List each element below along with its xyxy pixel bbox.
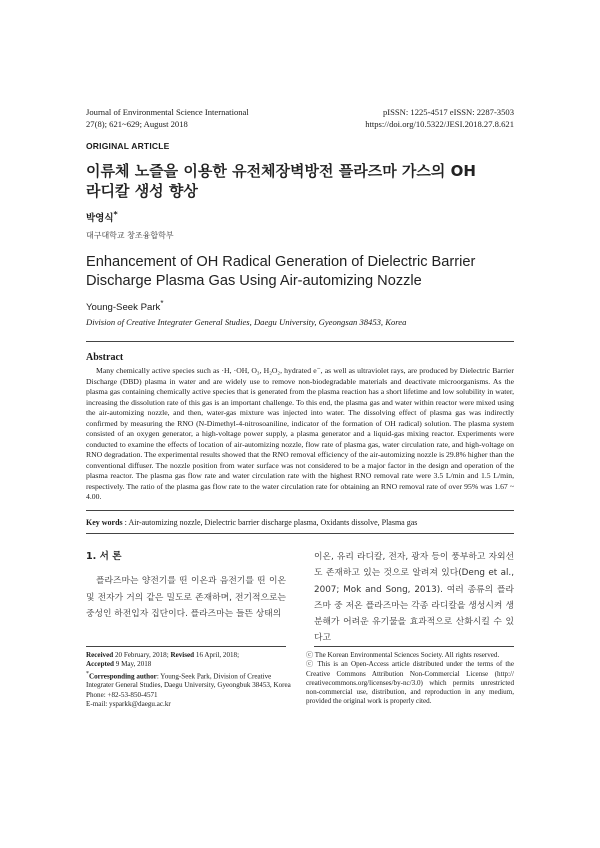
copyright-line: ⓒ The Korean Environmental Sciences Society. All rights reserved. xyxy=(306,651,500,659)
journal-header-left xyxy=(86,106,249,130)
korean-affiliation: 대구대학교 창조융합학부 xyxy=(86,231,174,240)
english-title xyxy=(86,253,526,290)
license-footnote xyxy=(306,651,514,707)
corresponding-author: *Corresponding author: Young-Seek Park, Division of Creative Integrater General Studies, Daegu University, Gyeongbuk 38453, Korea xyxy=(86,670,291,690)
korean-title-line2: 라디칼 생성 향상 xyxy=(86,182,198,200)
footnote-rule-right xyxy=(314,646,514,647)
intro-left-paragraph: 플라즈마는 양전기를 띤 이온과 음전기를 띤 이온 및 전자가 거의 같은 밀도로 존재하며, 전기적으로는 중성인 하전입자 집단이다. 플라즈마는 들뜬 상태의 xyxy=(86,576,286,619)
keywords xyxy=(86,518,514,527)
journal-header-right xyxy=(365,106,514,130)
intro-left-column xyxy=(86,549,286,622)
article-history-footnote xyxy=(86,651,291,709)
intro-right-column: 이온, 유리 라디칼, 전자, 광자 등이 풍부하고 자외선도 존재하고 있는 것으로 알려져 있다(Deng et al., 2007; Mok and Song, 2013). 여러 종류의 플라즈마 중 저온 플라즈마는 각종 라디칼을 생성시켜 생분해가 어려운 유기물을 효과적으로 산화시킬 수 있다고 xyxy=(314,552,514,644)
keywords-bottom-rule xyxy=(86,533,514,534)
keywords-rule xyxy=(86,510,514,511)
abstract-heading: Abstract xyxy=(86,352,124,363)
english-author-name: Young-Seek Park xyxy=(86,302,161,314)
korean-author-mark: * xyxy=(113,210,118,219)
english-author xyxy=(86,299,163,313)
journal-name: Journal of Environmental Science International xyxy=(86,107,249,117)
korean-title xyxy=(86,161,516,201)
email[interactable]: E-mail: ysparkk@daegu.ac.kr xyxy=(86,699,171,708)
abstract-body: Many chemically active species such as ·H, ·OH, O₃, H₂O₂, hydrated e⁻, as well as ultraviolet rays, are produced by Dielectric Barrier Discharge (DBD) plasma in water and are widely use to remove non-biodegradable materials and deactivate microorganisms. As the plasma gas containing chemically active species that is generated from the plasma reaction has a short lifetime and low solubility in water, increasing the dissolution rate of this gas is an important challenge. To this end, the plasma gas and water within reactor were mixed using the air-automizing nozzle, and then, water-gas mixture was injected into water. The dissolving effect of plasma gas was indirectly confirmed by measuring the RNO (N-Dimethyl-4-nitrosoaniline, indicator of the formation of OH radical) solution. The plasma system consisted of an oxygen generator, a high-voltage power supply, a plasma generator and a liquid-gas mixing reactor. Experiments were conducted to examine the effects of location of air-automizing nozzle, flow rate of plasma gas, water circulation rate, and high-voltage on RNO degradation. The experimental results showed that the RNO removal efficiency of the air-automizing nozzle is 29.8% higher than the conventional diffuser. The nozzle position from water surface was not considered to be a major factor in the design and operation of the plasma reactor. The plasma gas flow rate and water circulation rate with the highest RNO removal rate were 3.5 L/min and 1.5 L/min, respectively. The ratio of the plasma gas flow rate to the water circulation rate for obtaining an RNO removal rate of over 95% was 1.67 ~ 4.00. xyxy=(86,366,514,501)
keywords-text: : Air-automizing nozzle, Dielectric barrier discharge plasma, Oxidants dissolve, Plasma gas xyxy=(122,518,418,527)
doi-link[interactable]: https://doi.org/10.5322/JESI.2018.27.8.621 xyxy=(365,119,514,129)
abstract-top-rule xyxy=(86,341,514,342)
phone: Phone: +82-53-850-4571 xyxy=(86,690,158,699)
issn: pISSN: 1225-4517 eISSN: 2287-3503 xyxy=(382,107,514,117)
korean-author-name: 박영식 xyxy=(86,213,114,225)
korean-author xyxy=(86,210,118,224)
license-text: ⓒ This is an Open-Access article distributed under the terms of the Creative Commons Attribution Non-Commercial License (http:// creativecommons.org/licenses/by-nc/3.0) which permits unrestricted non-commercial use, distribution, and reproduction in any medium, provided the original work is properly cited. xyxy=(306,660,514,706)
dates-line2: Accepted 9 May, 2018 xyxy=(86,660,152,669)
dates-line1: Received 20 February, 2018; Revised 16 April, 2018; xyxy=(86,651,240,659)
intro-section-title: 1. 서 론 xyxy=(86,551,122,562)
english-affiliation: Division of Creative Integrater General Studies, Daegu University, Gyeongsan 38453, Korea xyxy=(86,317,407,327)
korean-title-line1: 이류체 노즐을 이용한 유전체장벽방전 플라즈마 가스의 OH xyxy=(86,162,476,180)
english-title-line1: Enhancement of OH Radical Generation of Dielectric Barrier xyxy=(86,254,476,270)
keywords-label: Key words xyxy=(86,518,123,527)
article-type-label: ORIGINAL ARTICLE xyxy=(86,141,170,151)
english-author-mark: * xyxy=(160,299,164,308)
english-title-line2: Discharge Plasma Gas Using Air-automizing Nozzle xyxy=(86,272,422,289)
footnote-rule-left xyxy=(86,646,286,647)
journal-issue: 27(8); 621~629; August 2018 xyxy=(86,119,188,129)
